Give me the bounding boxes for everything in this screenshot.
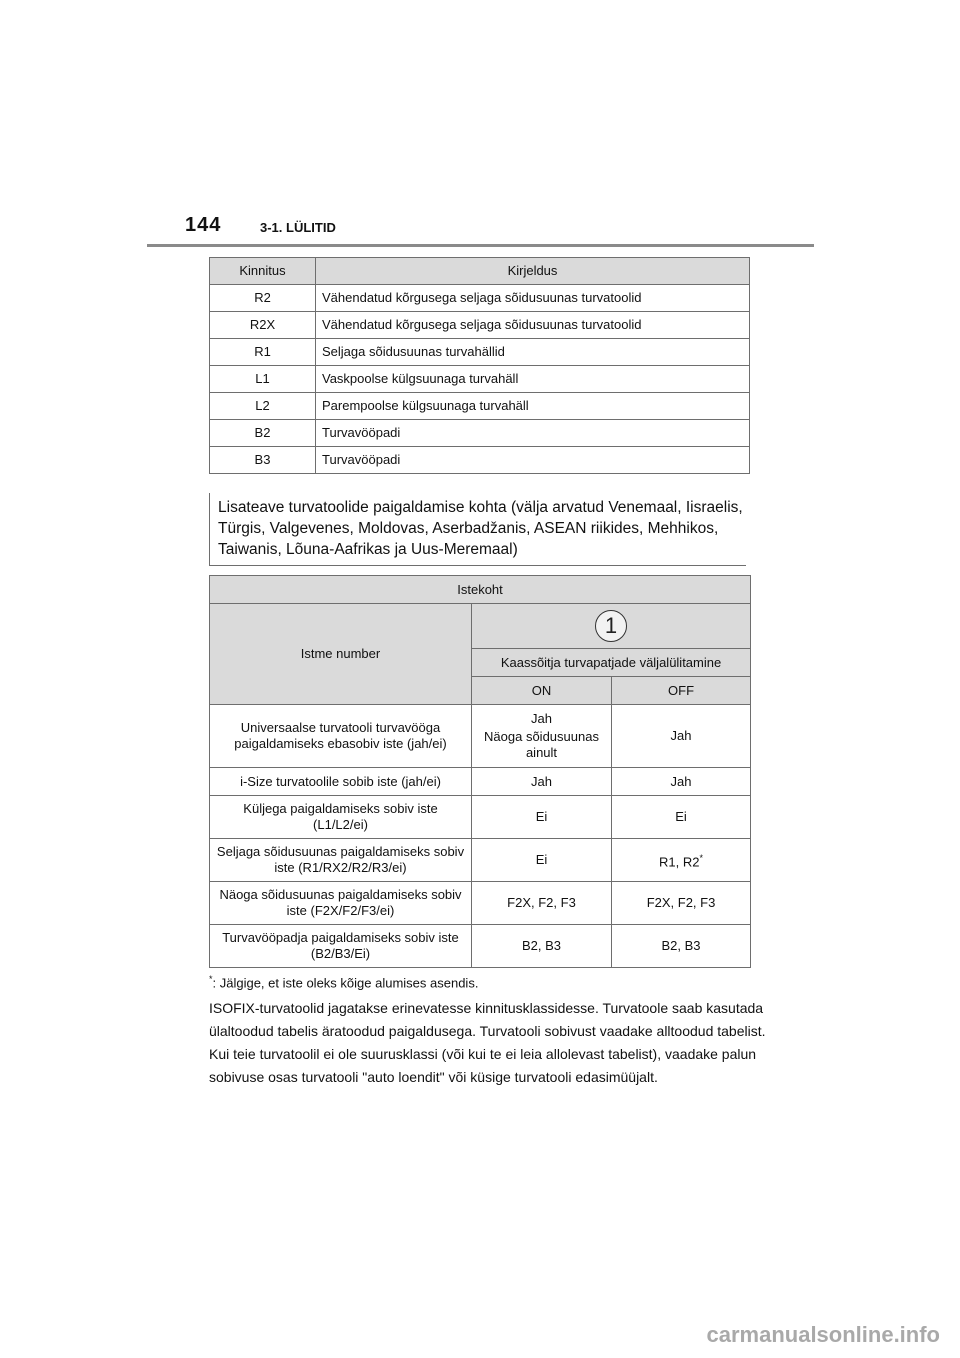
column-header-kirjeldus: Kirjeldus [316,258,750,285]
on-value: Ei [472,839,612,882]
class-code: B2 [210,420,316,447]
on-value: F2X, F2, F3 [472,882,612,925]
off-value: Ei [612,796,751,839]
class-code: R2X [210,312,316,339]
class-code: B3 [210,447,316,474]
class-description: Seljaga sõidusuunas turvahällid [316,339,750,366]
table-row [210,447,750,474]
seat-position-header: Istekoht [210,576,751,604]
on-column-header: ON [472,677,612,705]
class-description: Vähendatud kõrgusega seljaga sõidusuunas turvatoolid [316,312,750,339]
seat-number-badge: 1 [595,610,627,642]
table-header-row [210,604,751,649]
footnote-mark: * [209,974,213,984]
row-label: Seljaga sõidusuunas paigaldamiseks sobiv iste (R1/RX2/R2/R3/ei) [210,839,472,882]
table-row [210,705,751,768]
table-row [210,420,750,447]
row-label: i-Size turvatoolile sobib iste (jah/ei) [210,768,472,796]
airbag-switch-header: Kaassõitja turvapatjade väljalülitamine [472,649,751,677]
body-text [209,997,769,1089]
table-row [210,285,750,312]
info-heading-box [209,493,746,566]
off-value: F2X, F2, F3 [612,882,751,925]
attachment-class-table [209,257,750,474]
on-value-cell [472,705,612,768]
off-column-header: OFF [612,677,751,705]
seat-number-header: Istme number [210,604,472,705]
row-label: Näoga sõidusuunas paigaldamiseks sobiv iste (F2X/F2/F3/ei) [210,882,472,925]
page-number: 144 [185,214,222,236]
on-value: Ei [472,796,612,839]
on-value-note: Näoga sõidusuunas ainult [484,729,599,760]
on-value: B2, B3 [472,925,612,968]
table-row [210,339,750,366]
section-title: 3-1. LÜLITID [260,220,336,235]
table-row [210,768,751,796]
row-label: Turvavööpadja paigaldamiseks sobiv iste (B2/B3/Ei) [210,925,472,968]
class-description: Vaskpoolse külgsuunaga turvahäll [316,366,750,393]
header-divider [147,244,814,247]
table-header-row [210,576,751,604]
class-code: L2 [210,393,316,420]
table-header-row [210,258,750,285]
on-value: Jah [472,768,612,796]
table-row [210,882,751,925]
footnote [209,974,478,990]
off-value-cell [612,839,751,882]
class-code: R1 [210,339,316,366]
row-label: Küljega paigaldamiseks sobiv iste (L1/L2/ei) [210,796,472,839]
class-code: L1 [210,366,316,393]
on-value: Jah [531,711,552,726]
body-paragraph: Kui teie turvatoolil ei ole suurusklassi (või kui te ei leia allolevast tabelist), vaadake palun sobivuse osas turvatooli "auto loendit" või küsige turvatooli edasimüüjalt. [209,1046,757,1085]
class-description: Turvavööpadi [316,447,750,474]
off-value: Jah [612,768,751,796]
footnote-text: : Jälgige, et iste oleks kõige alumises asendis. [212,975,479,991]
off-value: Jah [612,705,751,768]
column-header-kinnitus: Kinnitus [210,258,316,285]
class-description: Turvavööpadi [316,420,750,447]
table-row [210,312,750,339]
body-paragraph: ISOFIX-turvatoolid jagatakse erinevatesse kinnitusklassidesse. Turvatoole saab kasutada ülaltoodud tabelis äratoodud paigaldusega. Turvatooli sobivust vaadake alltoodud tabelist. [209,1000,766,1039]
class-description: Vähendatud kõrgusega seljaga sõidusuunas turvatoolid [316,285,750,312]
seat-badge-cell [472,604,751,649]
info-heading: Lisateave turvatoolide paigaldamise kohta (välja arvatud Venemaal, Iisraelis, Türgis, Valgevenes, Moldovas, Aserbadžanis, ASEAN riikides, Mehhikos, Taiwanis, Lõuna-Aafrikas ja Uus-Meremaal) [218,499,743,558]
class-code: R2 [210,285,316,312]
watermark: carmanualsonline.info [706,1322,940,1347]
table-row [210,796,751,839]
table-row [210,925,751,968]
footnote-marker: * [699,852,703,863]
table-row [210,839,751,882]
table-row [210,393,750,420]
seat-suitability-table [209,575,751,968]
off-value: B2, B3 [612,925,751,968]
row-label: Universaalse turvatooli turvavööga paigaldamiseks ebasobiv iste (jah/ei) [210,705,472,768]
off-value: R1, R2 [659,854,700,870]
table-row [210,366,750,393]
class-description: Parempoolse külgsuunaga turvahäll [316,393,750,420]
